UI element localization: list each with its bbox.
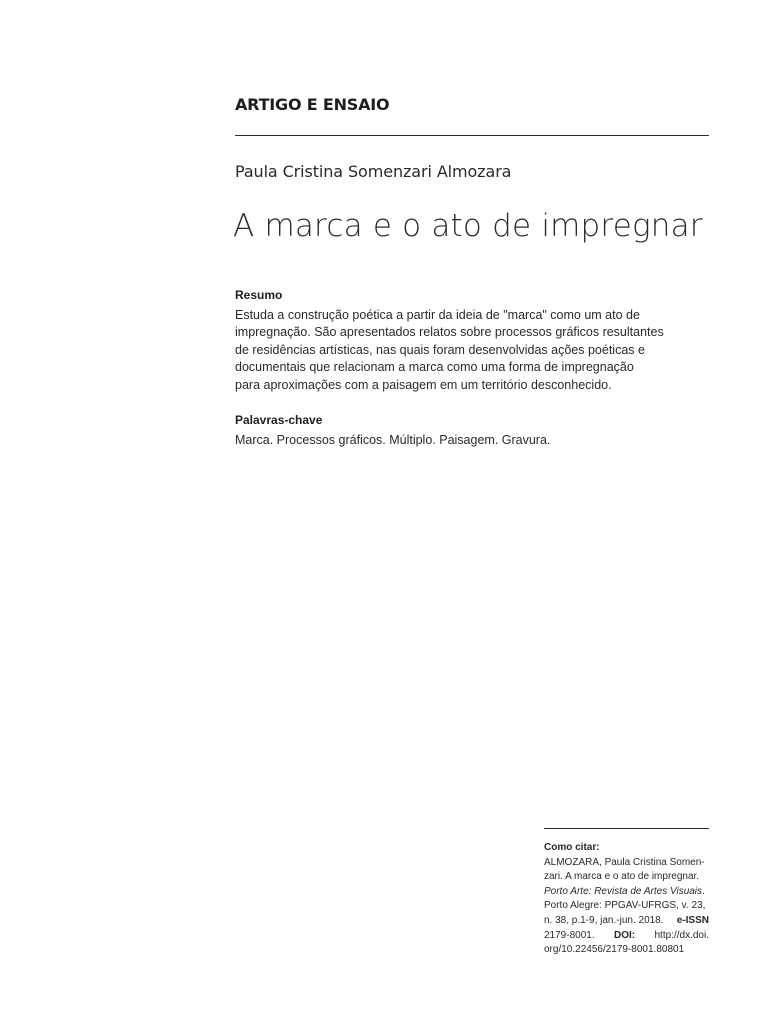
abstract-line: para aproximações com a paisagem em um território desconhecido. — [235, 377, 612, 392]
citation-line — [544, 899, 709, 914]
citation-text: n. 38, p.1-9, jan.-jun. 2018. — [544, 914, 664, 926]
author-name: Paula Cristina Somenzari Almozara — [235, 162, 512, 181]
citation-block — [544, 841, 709, 958]
abstract-line: Estuda a construção poética a partir da ideia de "marca" como um ato de — [235, 308, 640, 322]
citation-heading: Como citar: — [544, 842, 600, 853]
abstract-line: de residências artísticas, nas quais foram desenvolvidas ações poéticas e — [235, 342, 645, 357]
citation-line — [544, 885, 709, 900]
abstract-body — [235, 307, 675, 394]
citation-divider — [544, 828, 709, 829]
keywords-text: Marca. Processos gráficos. Múltiplo. Paisagem. Gravura. — [235, 433, 551, 447]
citation-line — [544, 914, 709, 929]
citation-line — [544, 870, 709, 885]
citation-doi-label: DOI: — [614, 929, 636, 941]
keywords-heading: Palavras-chave — [235, 413, 323, 427]
citation-text: zari. A marca e o ato de impregnar. — [544, 871, 700, 883]
citation-line — [544, 856, 709, 871]
citation-doi-link[interactable]: org/10.22456/2179-8001.80801 — [544, 944, 685, 956]
citation-text: . — [702, 885, 705, 897]
citation-text: ALMOZARA, Paula Cristina Somen- — [544, 856, 705, 868]
citation-journal: Porto Arte: Revista de Artes Visuais — [544, 885, 703, 897]
abstract-heading: Resumo — [235, 288, 283, 302]
citation-line — [544, 929, 709, 944]
abstract-line: documentais que relacionam a marca como uma forma de impregnação — [235, 360, 634, 375]
citation-line — [544, 943, 709, 958]
article-title: A marca e o ato de impregnar — [233, 208, 703, 244]
header-divider — [235, 135, 709, 136]
citation-eissn-label: e-ISSN — [676, 914, 709, 926]
citation-text: Porto Alegre: PPGAV-UFRGS, v. 23, — [544, 900, 706, 912]
section-label: ARTIGO E ENSAIO — [235, 95, 390, 114]
citation-eissn-value: 2179-8001. — [544, 929, 595, 941]
citation-doi-link[interactable]: http://dx.doi. — [654, 929, 709, 941]
abstract-line: impregnação. São apresentados relatos sobre processos gráficos resultantes — [235, 325, 664, 340]
